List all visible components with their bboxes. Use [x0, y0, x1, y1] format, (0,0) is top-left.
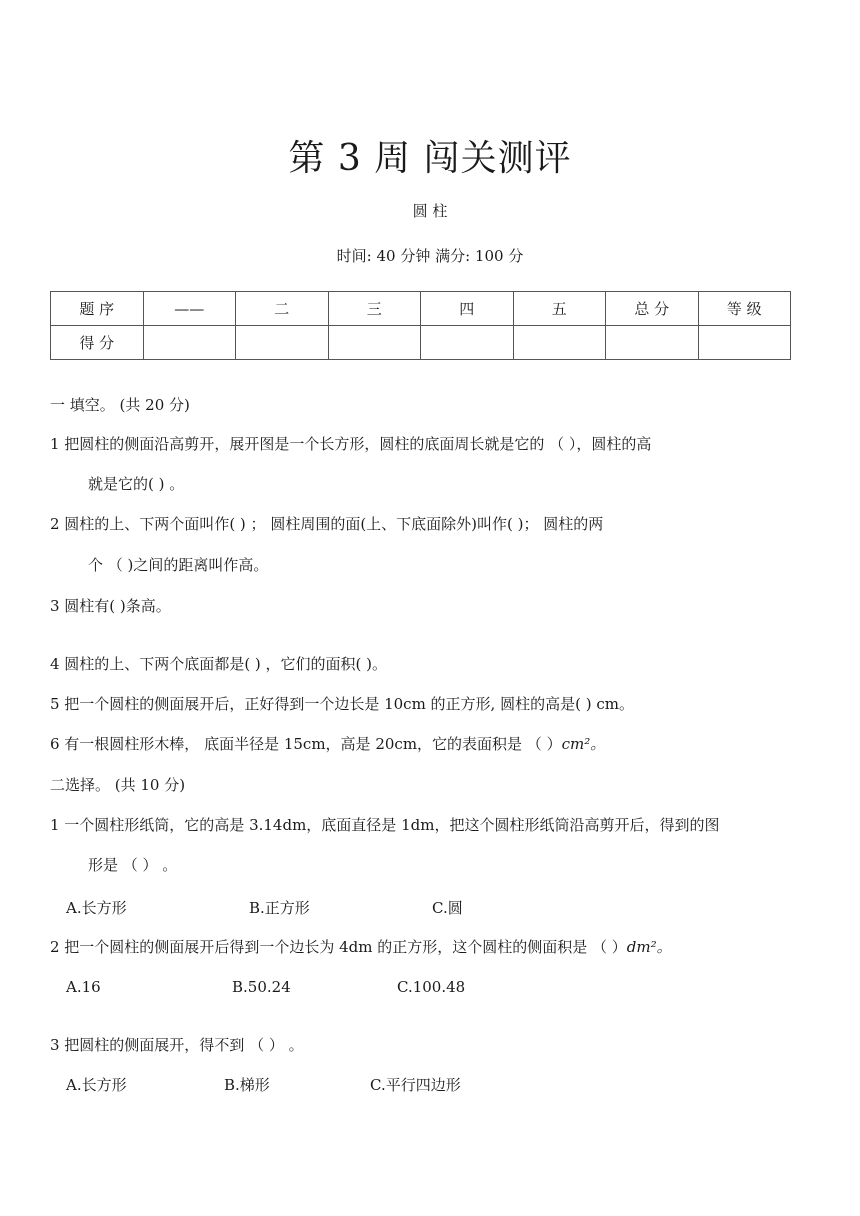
question-2-3-option-c: C.平行四边形 — [370, 1076, 461, 1094]
question-2-1-option-b: B.正方形 — [249, 899, 310, 917]
header-cell: 四 — [421, 292, 514, 326]
header-cell: 题 序 — [51, 292, 144, 326]
header-cell: —— — [143, 292, 236, 326]
question-2-1-line-2: 形是 （ ） 。 — [88, 856, 178, 874]
question-2-3: 3 把圆柱的侧面展开，得不到 （ ） 。 — [50, 1036, 304, 1054]
page-subtitle: 圆 柱 — [412, 202, 448, 220]
question-2-2-option-c: C.100.48 — [397, 978, 466, 996]
question-1-4: 4 圆柱的上、下两个底面都是( ) ，它们的面积( )。 — [50, 655, 388, 673]
question-2-2-option-a: A.16 — [66, 978, 101, 996]
score-cell[interactable] — [328, 326, 421, 360]
question-2-1-option-c: C.圆 — [432, 899, 463, 917]
score-cell[interactable] — [236, 326, 329, 360]
question-2-2-unit: dm²。 — [626, 938, 672, 956]
question-1-5: 5 把一个圆柱的侧面展开后，正好得到一个边长是 10cm 的正方形, 圆柱的高是( ) cm。 — [50, 695, 634, 713]
question-2-1-option-a: A.长方形 — [66, 899, 127, 917]
question-1-6 — [50, 734, 605, 754]
page-title: 第 3 周 闯关测评 — [288, 138, 572, 179]
score-table — [50, 291, 791, 360]
score-table-header-row — [51, 292, 791, 326]
question-2-3-option-a: A.长方形 — [66, 1076, 127, 1094]
header-cell: 二 — [236, 292, 329, 326]
score-cell[interactable] — [606, 326, 699, 360]
header-cell: 三 — [328, 292, 421, 326]
header-cell: 总 分 — [606, 292, 699, 326]
score-cell[interactable] — [513, 326, 606, 360]
score-cell[interactable] — [421, 326, 514, 360]
question-1-2-line-1: 2 圆柱的上、下两个面叫作( ) ； 圆柱周围的面(上、下底面除外)叫作( )； 圆柱的两 — [50, 515, 604, 533]
score-cell[interactable] — [143, 326, 236, 360]
question-1-3: 3 圆柱有( )条高。 — [50, 597, 171, 615]
question-2-1-line-1: 1 一个圆柱形纸筒，它的高是 3.14dm，底面直径是 1dm，把这个圆柱形纸筒沿高剪开后，得到的图 — [50, 816, 720, 834]
header-cell: 五 — [513, 292, 606, 326]
score-cell[interactable] — [698, 326, 791, 360]
question-1-6-unit: cm²。 — [561, 735, 606, 753]
question-2-2-option-b: B.50.24 — [232, 978, 291, 996]
row-label: 得 分 — [51, 326, 144, 360]
header-cell: 等 级 — [698, 292, 791, 326]
section-1-heading: 一 填空。 (共 20 分) — [50, 396, 190, 414]
question-1-1-line-2: 就是它的( ) 。 — [88, 475, 185, 493]
question-2-2 — [50, 937, 672, 957]
exam-meta: 时间: 40 分钟 满分: 100 分 — [336, 247, 524, 265]
question-2-3-option-b: B.梯形 — [224, 1076, 270, 1094]
question-1-6-text: 6 有一根圆柱形木棒， 底面半径是 15cm，高是 20cm，它的表面积是 （ ） — [50, 735, 562, 753]
section-2-heading: 二选择。 (共 10 分) — [50, 776, 186, 794]
question-1-1-line-1: 1 把圆柱的侧面沿高剪开，展开图是一个长方形，圆柱的底面周长就是它的 （ ），圆柱的高 — [50, 435, 652, 453]
question-2-2-text: 2 把一个圆柱的侧面展开后得到一个边长为 4dm 的正方形，这个圆柱的侧面积是 （ ） — [50, 938, 627, 956]
score-table-score-row — [51, 326, 791, 360]
question-1-2-line-2: 个 （ )之间的距离叫作高。 — [88, 556, 269, 574]
